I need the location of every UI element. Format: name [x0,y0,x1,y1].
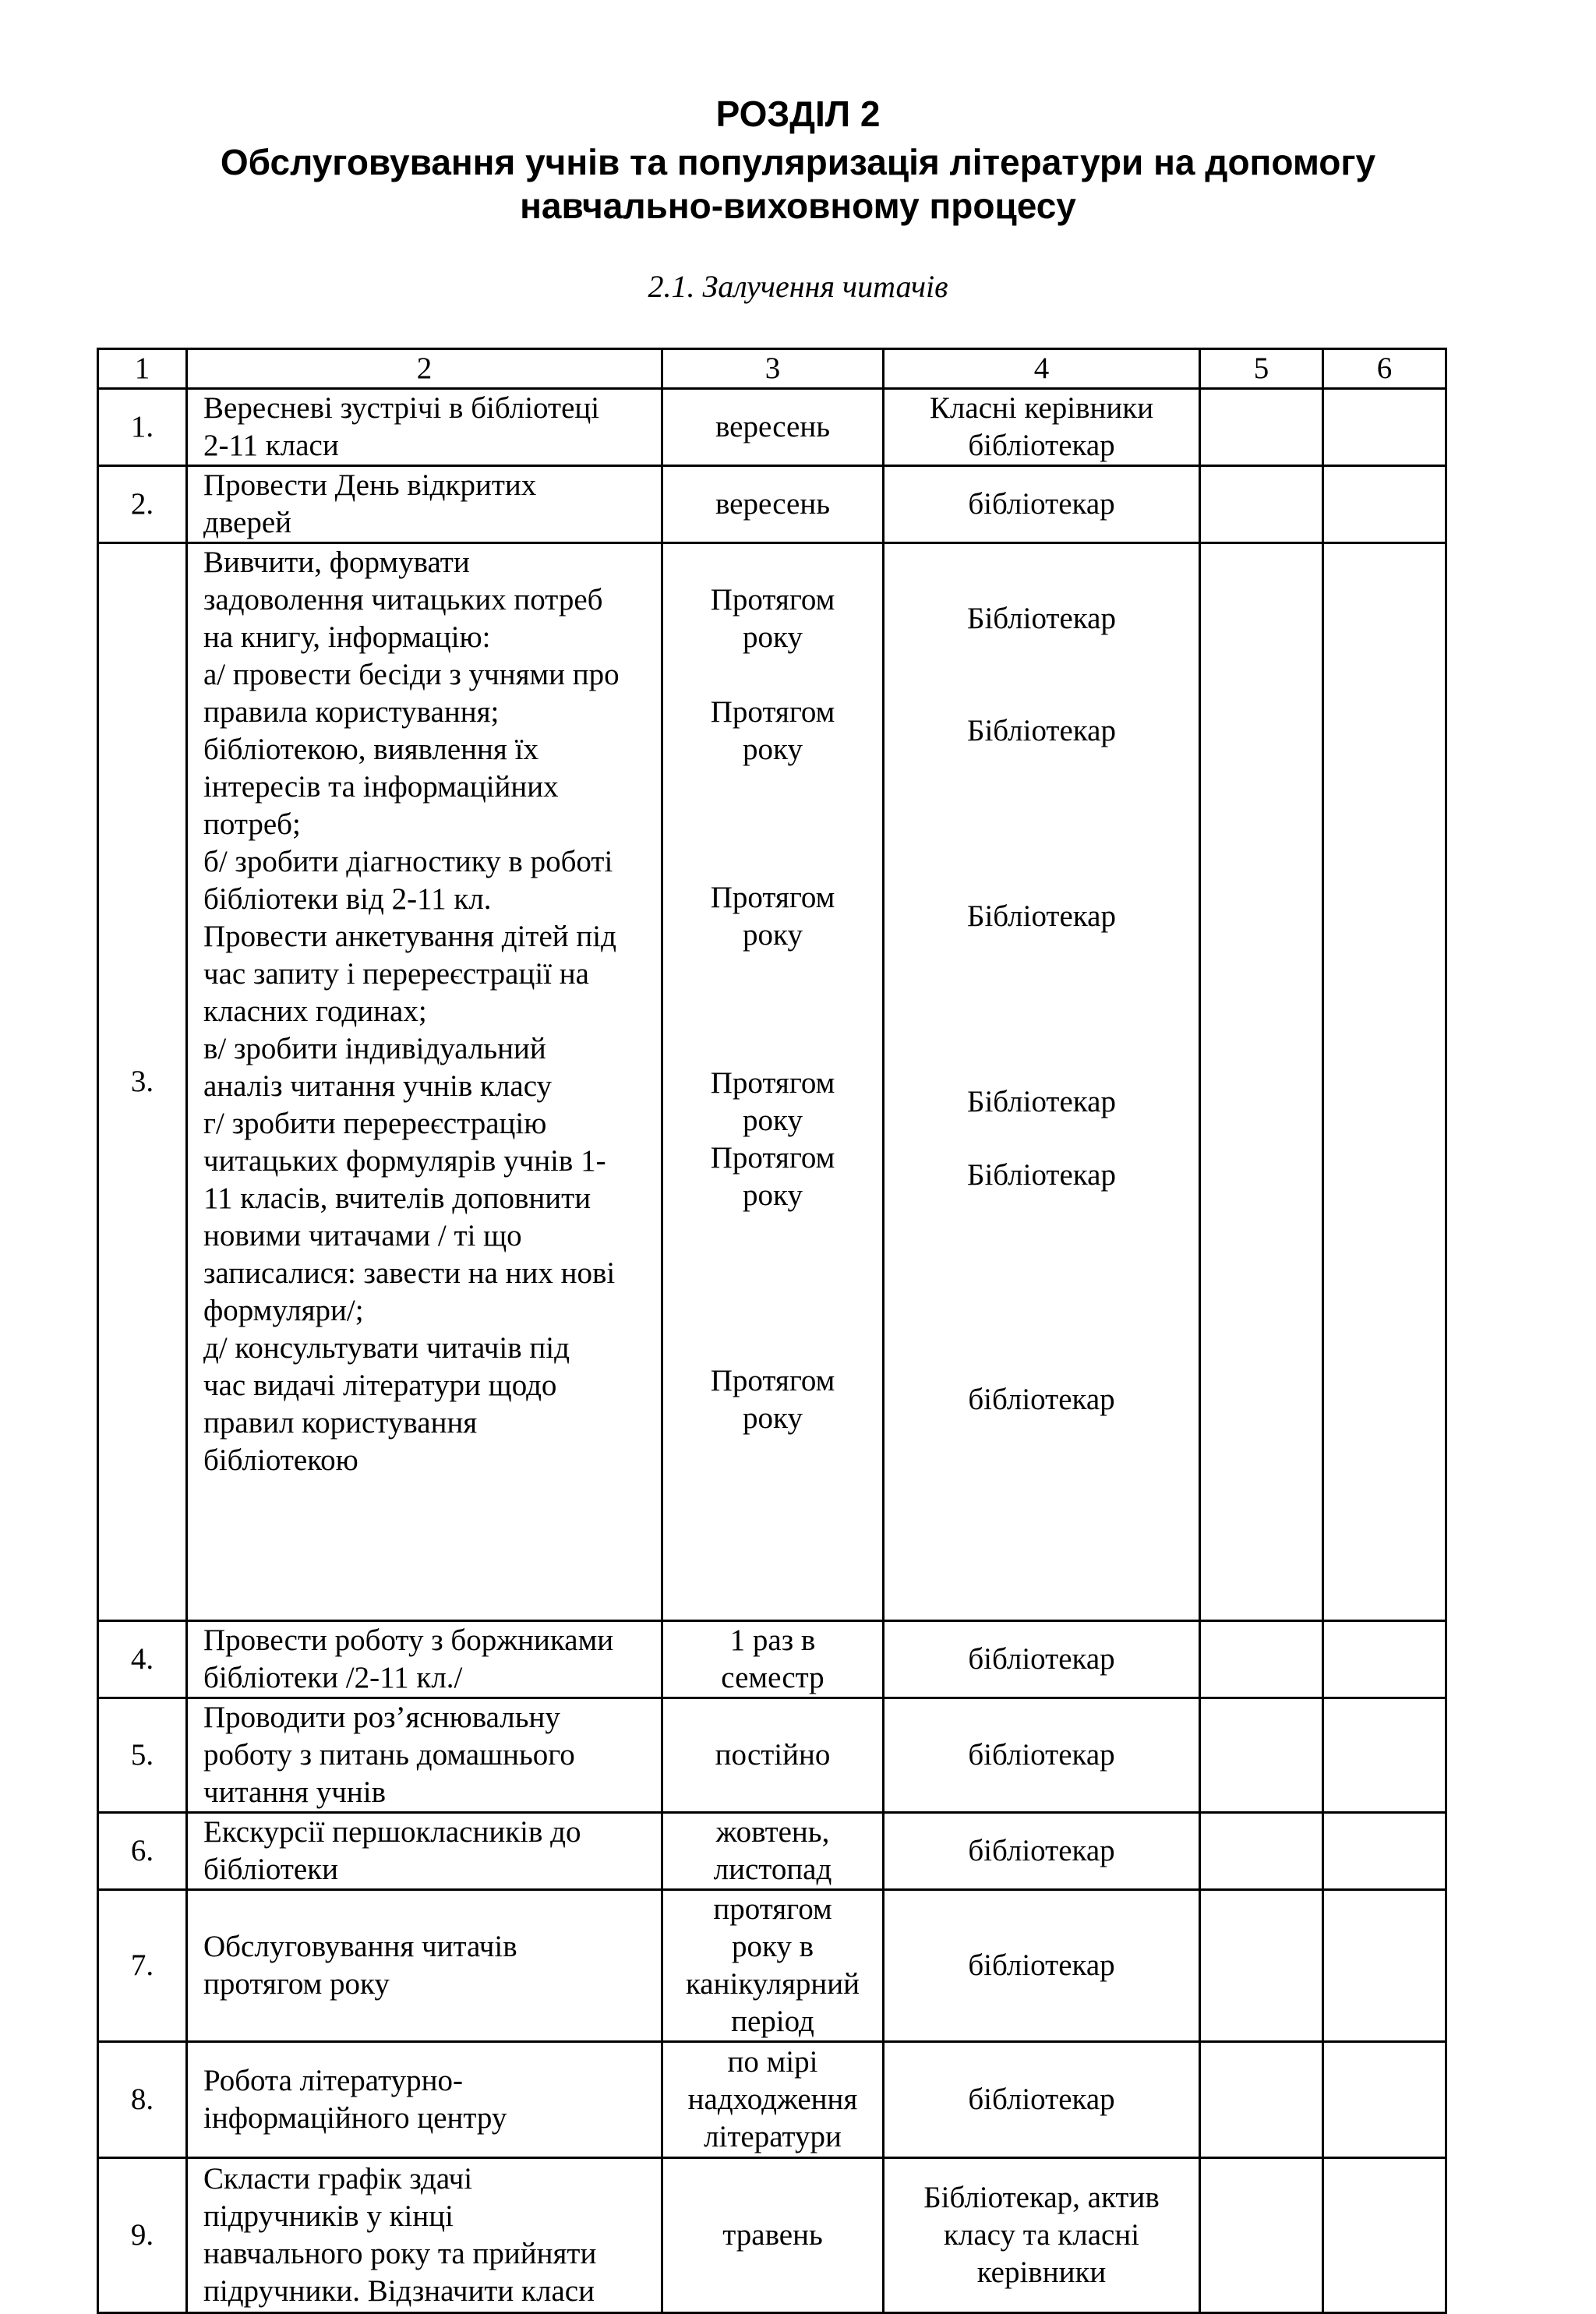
description-line: 2-11 класи [203,429,339,462]
table-row [98,1890,1446,2042]
empty-cell [1200,1813,1323,1890]
description-line: формуляри/; [203,1294,364,1327]
row-term [662,1621,884,1698]
row-number: 7. [98,1890,187,2042]
table-header-row [98,349,1446,389]
table-row [98,1621,1446,1698]
empty-cell [1323,1698,1446,1813]
table-row [98,1813,1446,1890]
description-line: бібліотеки [203,1853,339,1886]
row-number: 9. [98,2158,187,2313]
responsible-line: бібліотекар [968,487,1115,521]
row-term [662,1890,884,2042]
term-line: протягом [713,1892,832,1926]
header-cell: 3 [662,349,884,389]
row-description [187,1698,662,1813]
section-subtitle-line1: Обслуговування учнів та популяризація літератури на допомогу [220,142,1376,182]
term-line: року [743,1104,803,1137]
row-description [187,1621,662,1698]
row-responsible [884,1890,1200,2042]
readers-table [97,348,1447,2314]
table-row [98,466,1446,543]
row-number: 6. [98,1813,187,1890]
description-line: на книгу, інформацію: [203,620,491,654]
description-line: Вересневі зустрічі в бібліотеці [203,391,600,425]
responsible-line: керівники [976,2256,1107,2289]
header-cell: 1 [98,349,187,389]
responsible-line: Класні керівники [929,391,1154,425]
term-line: Протягом [710,1141,835,1175]
description-line: час запиту і перереєстрації на [203,957,589,991]
term-line: року [743,1401,803,1435]
description-line: Провести День відкритих [203,468,537,502]
section-title: РОЗДІЛ 2 [715,94,881,134]
row-number: 2. [98,466,187,543]
description-line: читання учнів [203,1775,386,1809]
row-responsible [884,466,1200,543]
term-line: року [743,1178,803,1212]
header-cell: 4 [884,349,1200,389]
row-responsible [884,2042,1200,2158]
row-responsible [884,1621,1200,1698]
row-description [187,389,662,466]
term-line: Протягом [710,583,835,616]
table-row [98,2158,1446,2313]
description-line: підручники. Відзначити класи [203,2274,595,2308]
description-line: потреб; [203,807,301,841]
term-line: року [743,733,803,766]
description-line: Провести роботу з боржниками [203,1623,614,1657]
term-line: року в [731,1930,814,1963]
responsible-line: Бібліотекар, актив [923,2181,1160,2214]
header-cell: 6 [1323,349,1446,389]
term-line: Протягом [710,1364,835,1397]
empty-cell [1323,466,1446,543]
responsible-line: Бібліотекар [967,1085,1116,1118]
empty-cell [1200,1621,1323,1698]
row-responsible [884,389,1200,466]
responsible-line: бібліотекар [968,1948,1115,1982]
description-line: б/ зробити діагностику в роботі [203,845,613,878]
description-line: д/ консультувати читачів під [203,1331,570,1365]
term-line: постійно [715,1738,831,1772]
responsible-line: бібліотекар [968,2083,1115,2116]
term-line: вересень [715,410,831,443]
responsible-line: Бібліотекар [967,899,1116,933]
description-line: Провести анкетування дітей під [203,920,616,953]
description-line: а/ провести бесіди з учнями про [203,658,620,691]
row-number: 3. [98,543,187,1621]
responsible-line: бібліотекар [968,429,1115,462]
empty-cell [1200,2042,1323,2158]
empty-cell [1200,2158,1323,2313]
description-line: Обслуговування читачів [203,1930,517,1963]
description-line: правил користування [203,1406,478,1440]
description-line: інтересів та інформаційних [203,770,559,804]
description-line: в/ зробити індивідуальний [203,1032,546,1065]
empty-cell [1200,389,1323,466]
responsible-line: Бібліотекар [967,602,1116,635]
row-number: 5. [98,1698,187,1813]
row-term [662,1813,884,1890]
term-line: літератури [704,2120,842,2153]
section-subtitle-line2: навчально-виховному процесу [520,185,1076,226]
row-number: 1. [98,389,187,466]
row-description [187,2158,662,2313]
row-term [662,389,884,466]
description-line: Вивчити, формувати [203,546,470,579]
description-line: Проводити роз’яснювальну [203,1701,560,1734]
empty-cell [1200,1698,1323,1813]
description-line: бібліотеки від 2-11 кл. [203,882,492,916]
responsible-line: класу та класні [943,2218,1140,2252]
empty-cell [1323,389,1446,466]
description-line: бібліотекою [203,1443,358,1477]
table-row [98,543,1446,1621]
row-description [187,466,662,543]
empty-cell [1323,543,1446,1621]
description-line: інформаційного центру [203,2101,507,2135]
row-term [662,2158,884,2313]
row-number: 8. [98,2042,187,2158]
term-line: 1 раз в [729,1623,816,1657]
row-term [662,466,884,543]
term-line: року [743,918,803,952]
empty-cell [1200,1890,1323,2042]
description-line: аналіз читання учнів класу [203,1069,553,1103]
row-description [187,543,662,1621]
empty-cell [1323,1621,1446,1698]
description-line: новими читачами / ті що [203,1219,522,1252]
description-line: протягом року [203,1967,390,2001]
row-description [187,2042,662,2158]
term-line: надходження [687,2083,858,2116]
term-line: канікулярний [685,1967,860,2001]
row-term [662,2042,884,2158]
responsible-line: бібліотекар [968,1383,1115,1416]
term-line: жовтень, [715,1815,830,1849]
responsible-line: бібліотекар [968,1834,1115,1867]
description-line: г/ зробити перереєстрацію [203,1107,547,1140]
row-description [187,1813,662,1890]
description-line: роботу з питань домашнього [203,1738,575,1772]
description-line: правила користування; [203,695,500,729]
term-line: період [731,2005,814,2038]
description-line: записалися: завести на них нові [203,1256,616,1290]
empty-cell [1323,2158,1446,2313]
term-line: травень [722,2218,823,2252]
term-line: листопад [713,1853,832,1886]
responsible-line: Бібліотекар [967,714,1116,747]
empty-cell [1323,2042,1446,2158]
description-line: читацьких формулярів учнів 1- [203,1144,606,1178]
row-responsible [884,1813,1200,1890]
header-cell: 2 [187,349,662,389]
row-responsible [884,2158,1200,2313]
description-line: Екскурсії першокласників до [203,1815,581,1849]
term-line: семестр [721,1661,824,1694]
row-description [187,1890,662,2042]
term-line: Протягом [710,881,835,914]
empty-cell [1200,466,1323,543]
term-line: Протягом [710,1066,835,1100]
description-line: задоволення читацьких потреб [203,583,603,616]
table-row [98,1698,1446,1813]
description-line: бібліотеки /2-11 кл./ [203,1661,463,1694]
empty-cell [1323,1813,1446,1890]
term-line: Протягом [710,695,835,729]
description-line: класних годинах; [203,994,427,1028]
responsible-line: бібліотекар [968,1642,1115,1676]
description-line: 11 класів, вчителів доповнити [203,1182,591,1215]
description-line: дверей [203,506,292,539]
row-number: 4. [98,1621,187,1698]
subsection-title: 2.1. Залучення читачів [648,269,948,304]
row-responsible [884,543,1200,1621]
description-line: бібліотекою, виявлення їх [203,733,538,766]
table-row [98,389,1446,466]
term-line: року [743,620,803,654]
header-cell: 5 [1200,349,1323,389]
table-row [98,2042,1446,2158]
term-line: по мірі [727,2045,818,2079]
empty-cell [1323,1890,1446,2042]
row-term [662,543,884,1621]
term-line: вересень [715,487,831,521]
empty-cell [1200,543,1323,1621]
description-line: Робота літературно- [203,2064,463,2097]
description-line: Скласти графік здачі [203,2162,473,2196]
responsible-line: Бібліотекар [967,1158,1116,1192]
row-responsible [884,1698,1200,1813]
description-line: підручників у кінці [203,2199,454,2233]
row-term [662,1698,884,1813]
description-line: час видачі літератури щодо [203,1369,557,1402]
description-line: навчального року та прийняти [203,2237,597,2270]
responsible-line: бібліотекар [968,1738,1115,1772]
